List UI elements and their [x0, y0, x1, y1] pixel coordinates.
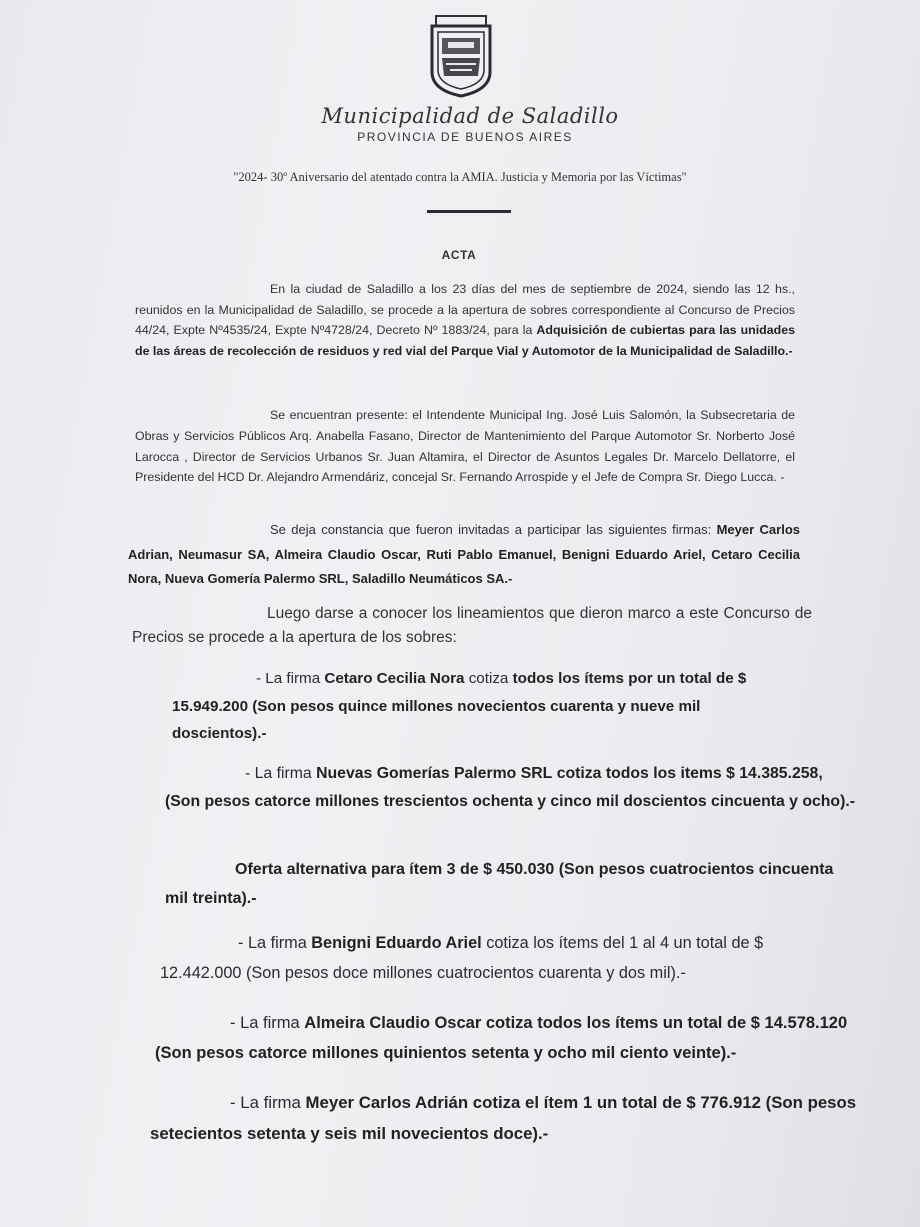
offer-prefix: - La firma — [256, 670, 325, 687]
attendees-paragraph: Se encuentran presente: el Intendente Municipal Ing. José Luis Salomón, la Subsecretaria de Obras y Servicios Públicos Arq. Anabella Fasano, Director de Mantenimiento del Parque Automotor Sr. Norberto José Larocca , Director de Servicios Urbanos Sr. Juan Altamira, el Director de Asuntos Legales Dr. Marcelo Dellatorre, el Presidente del HCD Dr. Alejandro Armendáriz, concejal Sr. Fernando Arrospide y el Jefe de Compra Sr. Diego Lucca. - — [135, 408, 795, 485]
document-title: ACTA — [441, 248, 477, 262]
offer-detail: cotiza los ítems del 1 al 4 un total de $ 12.442.000 (Son pesos doce millones cuatrocientos cuarenta y dos mil).- — [160, 934, 764, 982]
offer-prefix: - La firma — [245, 765, 317, 782]
offer-benigni — [160, 929, 840, 988]
offer-detail: cotiza todos los ítems un total de $ 14.578.120 (Son pesos catorce millones quinientos setenta y ocho mil ciento veinte).- — [155, 1014, 848, 1062]
offer-meyer — [150, 1088, 870, 1149]
offer-firm-name: Almeira Claudio Oscar — [304, 1014, 482, 1032]
municipality-name: Municipalidad de Saladillo — [321, 104, 619, 128]
offer-alternative-item-3 — [165, 855, 845, 913]
intro-text: En la ciudad de Saladillo a los 23 días del mes de septiembre de 2024, siendo las 12 hs., reunidos en la Municipalidad de Saladillo, se procede a la apertura de sobres correspondiente al Concurso de Precios 44/24, Expte Nº4535/24, Expte Nº4728/24, Decreto Nº 1883/24, para la — [135, 282, 795, 337]
offer-almeira — [155, 1008, 875, 1068]
invited-text: Se deja constancia que fueron invitadas a participar las siguientes firmas: — [270, 522, 717, 537]
procedure-paragraph: Luego darse a conocer los lineamientos que dieron marco a este Concurso de Precios se procede a la apertura de los sobres: — [132, 605, 812, 646]
invited-firms-list: Meyer Carlos Adrian, Neumasur SA, Almeira Claudio Oscar, Ruti Pablo Emanuel, Benigni Eduardo Ariel, Cetaro Cecilia Nora, Nueva Gomería Palermo SRL, Saladillo Neumáticos SA.- — [128, 522, 801, 586]
title-divider — [427, 210, 511, 213]
offer-verb: cotiza — [464, 670, 513, 687]
invited-firms-paragraph — [128, 518, 800, 592]
offer-prefix: - La firma — [230, 1014, 305, 1032]
offer-cetaro — [172, 665, 772, 748]
offer-detail: Oferta alternativa para ítem 3 de $ 450.030 (Son pesos cuatrocientos cincuenta mil treinta).- — [165, 861, 834, 907]
municipal-crest-icon — [420, 14, 502, 100]
intro-paragraph — [135, 279, 795, 361]
offer-firm-name: Cetaro Cecilia Nora — [324, 670, 465, 687]
offer-prefix: - La firma — [238, 934, 312, 952]
offer-firm-name: Benigni Eduardo Ariel — [311, 934, 482, 952]
offer-firm-name: Nuevas Gomerías Palermo SRL — [316, 765, 553, 782]
offer-detail: cotiza todos los items $ 14.385.258, (Son pesos catorce millones trescientos ochenta y cinco mil doscientos cincuenta y ocho).- — [165, 765, 855, 810]
offer-nuevas-gomerias — [165, 760, 855, 816]
intro-subject: Adquisición de cubiertas para las unidades de las áreas de recolección de residuos y red vial del Parque Vial y Automotor de la Municipalidad de Saladillo.- — [135, 323, 795, 358]
offer-firm-name: Meyer Carlos Adrián — [305, 1093, 469, 1112]
province-name: PROVINCIA DE BUENOS AIRES — [357, 130, 573, 144]
commemorative-motto: "2024- 30º Aniversario del atentado contra la AMIA. Justicia y Memoria por las Víctimas" — [233, 170, 687, 184]
offer-detail: cotiza el ítem 1 un total de $ 776.912 (Son pesos setecientos setenta y seis mil novecientos doce).- — [150, 1093, 857, 1143]
offer-prefix: - La firma — [230, 1093, 306, 1112]
offer-detail: todos los ítems por un total de $ 15.949.200 (Son pesos quince millones novecientos cuarenta y nueve mil doscientos).- — [172, 670, 747, 742]
